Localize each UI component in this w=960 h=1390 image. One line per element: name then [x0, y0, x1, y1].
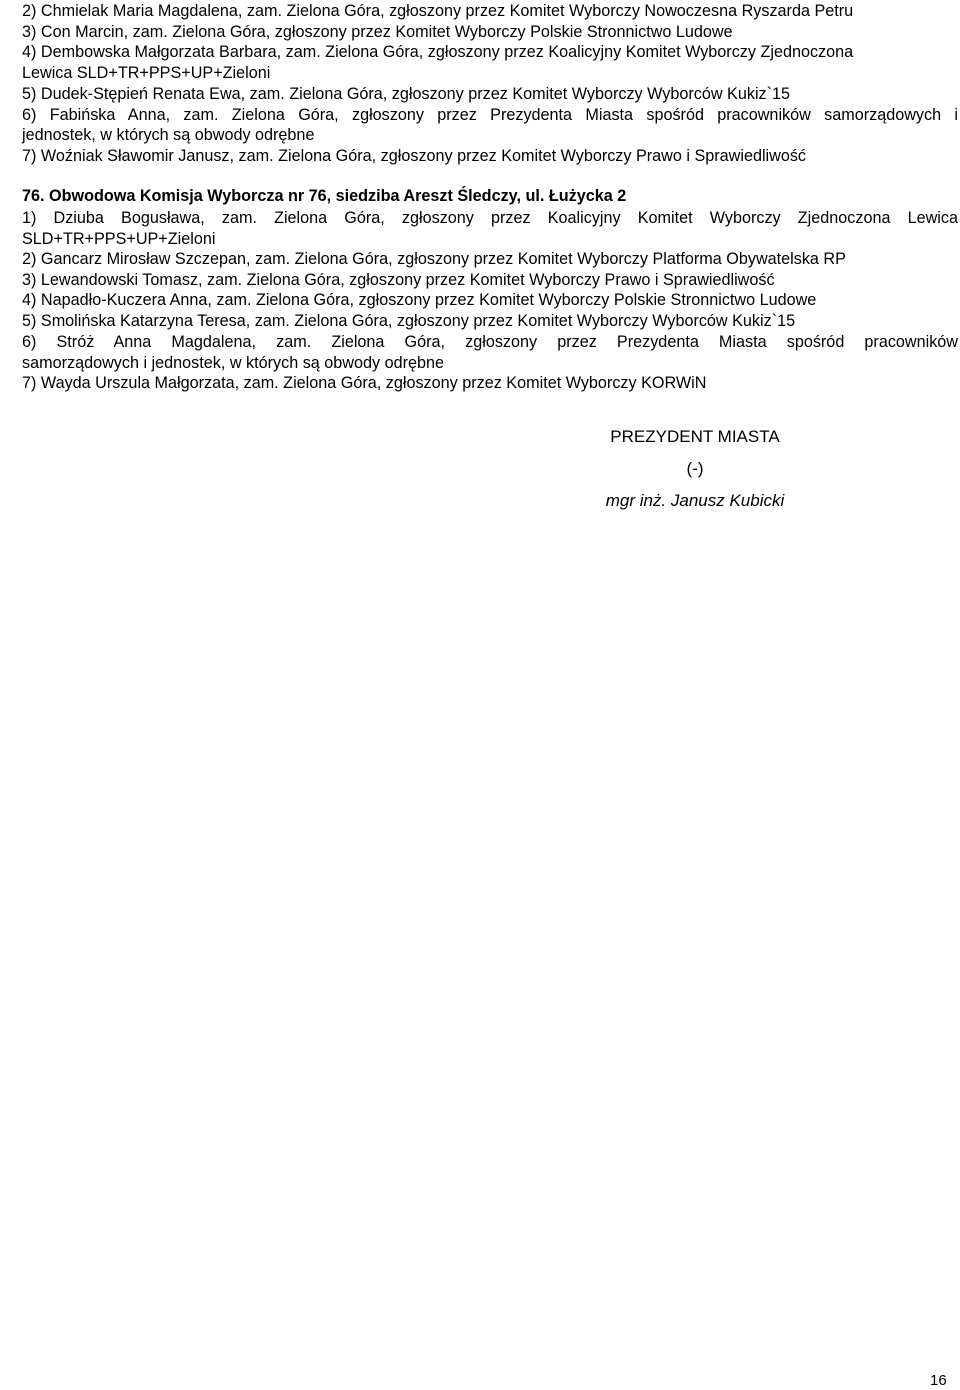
member-entry-6: 6) Fabińska Anna, zam. Zielona Góra, zgłoszony przez Prezydenta Miasta spośród pracowników samorządowych i [22, 106, 958, 124]
member-entry-7: 7) Woźniak Sławomir Janusz, zam. Zielona Góra, zgłoszony przez Komitet Wyborczy Prawo i Sprawiedliwość [22, 147, 807, 165]
commission-member-3: 3) Lewandowski Tomasz, zam. Zielona Góra, zgłoszony przez Komitet Wyborczy Prawo i Sprawiedliwość [22, 271, 775, 289]
member-entry-3: 3) Con Marcin, zam. Zielona Góra, zgłoszony przez Komitet Wyborczy Polskie Stronnictwo Ludowe [22, 23, 733, 41]
commission-member-5: 5) Smolińska Katarzyna Teresa, zam. Zielona Góra, zgłoszony przez Komitet Wyborczy Wyborców Kukiz`15 [22, 312, 796, 330]
commission-member-2: 2) Gancarz Mirosław Szczepan, zam. Zielona Góra, zgłoszony przez Komitet Wyborczy Platforma Obywatelska RP [22, 250, 846, 268]
commission-member-4: 4) Napadło-Kuczera Anna, zam. Zielona Góra, zgłoszony przez Komitet Wyborczy Polskie Stronnictwo Ludowe [22, 291, 817, 309]
commission-member-1: 1) Dziuba Bogusława, zam. Zielona Góra, zgłoszony przez Koalicyjny Komitet Wyborczy Zjednoczona Lewica [22, 209, 958, 227]
commission-member-1-continued: SLD+TR+PPS+UP+Zieloni [22, 230, 216, 248]
member-entry-4-continued: Lewica SLD+TR+PPS+UP+Zieloni [22, 64, 271, 82]
commission-member-6: 6) Stróż Anna Magdalena, zam. Zielona Góra, zgłoszony przez Prezydenta Miasta spośród pracowników [22, 333, 958, 351]
commission-member-6-continued: samorządowych i jednostek, w których są obwody odrębne [22, 354, 444, 372]
member-entry-6-continued: jednostek, w których są obwody odrębne [22, 126, 315, 144]
member-entry-5: 5) Dudek-Stępień Renata Ewa, zam. Zielona Góra, zgłoszony przez Komitet Wyborczy Wyborców Kukiz`15 [22, 85, 791, 103]
commission-member-7: 7) Wayda Urszula Małgorzata, zam. Zielona Góra, zgłoszony przez Komitet Wyborczy KORWiN [22, 374, 707, 392]
signature-title: PREZYDENT MIASTA [610, 427, 780, 446]
signature-name: mgr inż. Janusz Kubicki [605, 491, 785, 510]
page-number: 16 [930, 1372, 947, 1389]
commission-heading: 76. Obwodowa Komisja Wyborcza nr 76, siedziba Areszt Śledczy, ul. Łużycka 2 [22, 187, 627, 205]
member-entry-4: 4) Dembowska Małgorzata Barbara, zam. Zielona Góra, zgłoszony przez Koalicyjny Komitet Wyborczy Zjednoczona [22, 43, 854, 61]
signature-mark: (-) [686, 459, 704, 478]
member-entry-2: 2) Chmielak Maria Magdalena, zam. Zielona Góra, zgłoszony przez Komitet Wyborczy Nowoczesna Ryszarda Petru [22, 2, 854, 20]
